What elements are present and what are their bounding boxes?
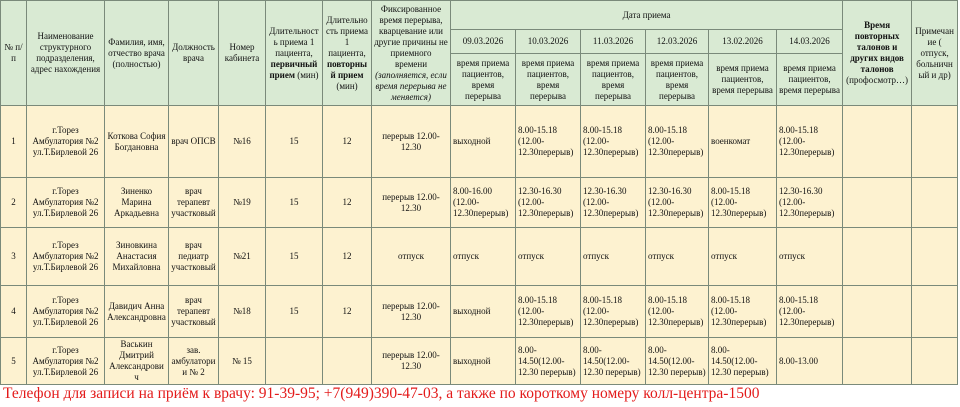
schedule-cell: 8.00-15.18 (12.00-12.30перерыв) — [646, 286, 709, 338]
row-repeat-tickets — [843, 286, 912, 338]
schedule-cell: отпуск — [451, 228, 516, 286]
row-room: № 15 — [219, 338, 266, 385]
schedule-cell: отпуск — [709, 228, 777, 286]
schedule-cell: 8.00-14.50(12.00-12.30 перерыв) — [709, 338, 777, 385]
schedule-cell: 8.00-14.50(12.00-12.30 перерыв) — [516, 338, 581, 385]
col-header-first-visit — [266, 1, 323, 106]
repeat-visit-label: Длительность приема 1 пациента, — [325, 14, 369, 58]
row-unit: г.Торез Амбулатория №2 ул.Т.Бирлевой 26 — [27, 228, 105, 286]
schedule-cell: 12.30-16.30 (12.00-12.30перерыв) — [516, 178, 581, 228]
schedule-cell: 12.30-16.30 (12.00-12.30перерыв) — [646, 178, 709, 228]
schedule-cell: 8.00-15.18 (12.00-12.30перерыв) — [581, 106, 646, 178]
schedule-cell: 8.00-15.18 (12.00-12.30перерыв) — [777, 106, 843, 178]
date-subheader: время приема пациентов, время перерыва — [451, 54, 516, 106]
row-unit: г.Торез Амбулатория №2 ул.Т.Бирлевой 26 — [27, 286, 105, 338]
col-header-doctor: Фамилия, имя, отчество врача (полностью) — [105, 1, 169, 106]
schedule-cell: 8.00-14.50(12.00-12.30 перерыв) — [581, 338, 646, 385]
date-header: 13.02.2026 — [709, 30, 777, 54]
date-subheader: время приема пациентов, время перерыва — [777, 54, 843, 106]
schedule-cell: 8.00-16.00 (12.00-12.30перерыв) — [451, 178, 516, 228]
col-header-date-group: Дата приема — [451, 1, 843, 30]
row-position: зав. амбулатории № 2 — [169, 338, 219, 385]
schedule-cell: отпуск — [581, 228, 646, 286]
row-repeat-duration: 12 — [323, 228, 372, 286]
row-fixed-break: перерыв 12.00-12.30 — [372, 178, 451, 228]
repeat-visit-strong: повторный прием — [326, 58, 368, 80]
row-first-duration: 15 — [266, 286, 323, 338]
row-doctor: Васькин Дмитрий Александрович — [105, 338, 169, 385]
schedule-cell: 8.00-15.18 (12.00-12.30перерыв) — [516, 286, 581, 338]
date-subheader: время приема пациентов, время перерыва — [646, 54, 709, 106]
row-doctor: Давидич Анна Александровна — [105, 286, 169, 338]
first-visit-label: Длительность приема 1 пациента, — [269, 25, 319, 58]
row-repeat-tickets — [843, 106, 912, 178]
date-subheader: время приема пациентов, время перерыва — [709, 54, 777, 106]
row-note — [912, 338, 958, 385]
row-num: 4 — [1, 286, 27, 338]
row-num: 3 — [1, 228, 27, 286]
row-note — [912, 286, 958, 338]
footer-phone-text: Телефон для записи на приём к врачу: 91-39-95; +7(949)390-47-03, а также по короткому номеру колл-центра-1500 — [3, 385, 760, 402]
schedule-cell: 12.30-16.30 (12.00-12.30перерыв) — [581, 178, 646, 228]
schedule-cell: выходной — [451, 106, 516, 178]
row-room: №16 — [219, 106, 266, 178]
row-fixed-break: перерыв 12.00-12.30 — [372, 338, 451, 385]
row-first-duration — [266, 338, 323, 385]
schedule-cell: военкомат — [709, 106, 777, 178]
table-row — [1, 338, 958, 385]
date-header: 14.03.2026 — [777, 30, 843, 54]
row-unit: г.Торез Амбулатория №2 ул.Т.Бирлевой 26 — [27, 338, 105, 385]
row-position: врач педиатр участковый — [169, 228, 219, 286]
schedule-cell: 8.00-15.18 (12.00-12.30перерыв) — [777, 286, 843, 338]
date-header: 12.03.2026 — [646, 30, 709, 54]
schedule-cell: 8.00-14.50(12.00-12.30 перерыв) — [646, 338, 709, 385]
row-repeat-tickets — [843, 228, 912, 286]
col-header-note: Примечание ( отпуск, больничный и др) — [912, 1, 958, 106]
repeat-tickets-label: Время повторных талонов и других видов талонов — [850, 20, 904, 74]
date-subheader: время приема пациентов, время перерыва — [581, 54, 646, 106]
schedule-cell: отпуск — [777, 228, 843, 286]
repeat-visit-unit: (мин) — [336, 80, 358, 91]
table-row — [1, 178, 958, 228]
row-repeat-tickets — [843, 338, 912, 385]
row-fixed-break: перерыв 12.00-12.30 — [372, 106, 451, 178]
row-room: №18 — [219, 286, 266, 338]
date-subheader: время приема пациентов, время перерыва — [516, 54, 581, 106]
row-unit: г.Торез Амбулатория №2 ул.Т.Бирлевой 26 — [27, 106, 105, 178]
row-repeat-duration: 12 — [323, 286, 372, 338]
schedule-cell: 8.00-15.18 (12.00-12.30перерыв) — [516, 106, 581, 178]
row-doctor: Зиненко Марина Аркадьевна — [105, 178, 169, 228]
schedule-cell: 8.00-15.18 (12.00-12.30перерыв) — [581, 286, 646, 338]
col-header-fixed-break — [372, 1, 451, 106]
schedule-cell: 8.00-15.18 (12.00-12.30перерыв) — [709, 286, 777, 338]
row-num: 2 — [1, 178, 27, 228]
fixed-break-label: Фиксированное время перерыва, кварцевание или другие причины не приемного времени — [374, 3, 448, 69]
schedule-cell: отпуск — [516, 228, 581, 286]
row-note — [912, 106, 958, 178]
row-position: врач ОПСВ — [169, 106, 219, 178]
table-row — [1, 228, 958, 286]
row-repeat-tickets — [843, 178, 912, 228]
col-header-room: Номер кабинета — [219, 1, 266, 106]
row-repeat-duration — [323, 338, 372, 385]
row-room: №19 — [219, 178, 266, 228]
row-first-duration: 15 — [266, 228, 323, 286]
schedule-cell: 8.00-15.18 (12.00-12.30перерыв) — [646, 106, 709, 178]
first-visit-strong: первичный прием — [269, 58, 318, 80]
col-header-num: № п/п — [1, 1, 27, 106]
col-header-repeat-visit — [323, 1, 372, 106]
row-doctor: Коткова София Богдановна — [105, 106, 169, 178]
row-num: 1 — [1, 106, 27, 178]
row-repeat-duration: 12 — [323, 178, 372, 228]
col-header-position: Должность врача — [169, 1, 219, 106]
row-position: врач терапевт участковый — [169, 178, 219, 228]
col-header-unit: Наименование структурного подразделения, адрес нахождения — [27, 1, 105, 106]
schedule-cell: 12.30-16.30 (12.00-12.30перерыв) — [777, 178, 843, 228]
row-position: врач терапевт участковый — [169, 286, 219, 338]
row-unit: г.Торез Амбулатория №2 ул.Т.Бирлевой 26 — [27, 178, 105, 228]
schedule-cell: 8.00-15.18 (12.00-12.30перерыв) — [709, 178, 777, 228]
row-room: №21 — [219, 228, 266, 286]
row-fixed-break: отпуск — [372, 228, 451, 286]
schedule-cell: выходной — [451, 338, 516, 385]
fixed-break-note: (заполняется, если время перерыва не меняется) — [375, 69, 447, 102]
row-first-duration: 15 — [266, 178, 323, 228]
first-visit-unit: (мин) — [297, 69, 319, 80]
schedule-cell: отпуск — [646, 228, 709, 286]
row-repeat-duration: 12 — [323, 106, 372, 178]
row-first-duration: 15 — [266, 106, 323, 178]
schedule-cell: 8.00-13.00 — [777, 338, 843, 385]
row-doctor: Зиновкина Анастасия Михайловна — [105, 228, 169, 286]
repeat-tickets-sub: (профосмотр…) — [846, 75, 909, 85]
col-header-repeat-tickets — [843, 1, 912, 106]
row-fixed-break: перерыв 12.00-12.30 — [372, 286, 451, 338]
date-header: 11.03.2026 — [581, 30, 646, 54]
date-header: 10.03.2026 — [516, 30, 581, 54]
table-row — [1, 106, 958, 178]
row-note — [912, 178, 958, 228]
table-row — [1, 286, 958, 338]
row-num: 5 — [1, 338, 27, 385]
row-note — [912, 228, 958, 286]
schedule-cell: выходной — [451, 286, 516, 338]
date-header: 09.03.2026 — [451, 30, 516, 54]
